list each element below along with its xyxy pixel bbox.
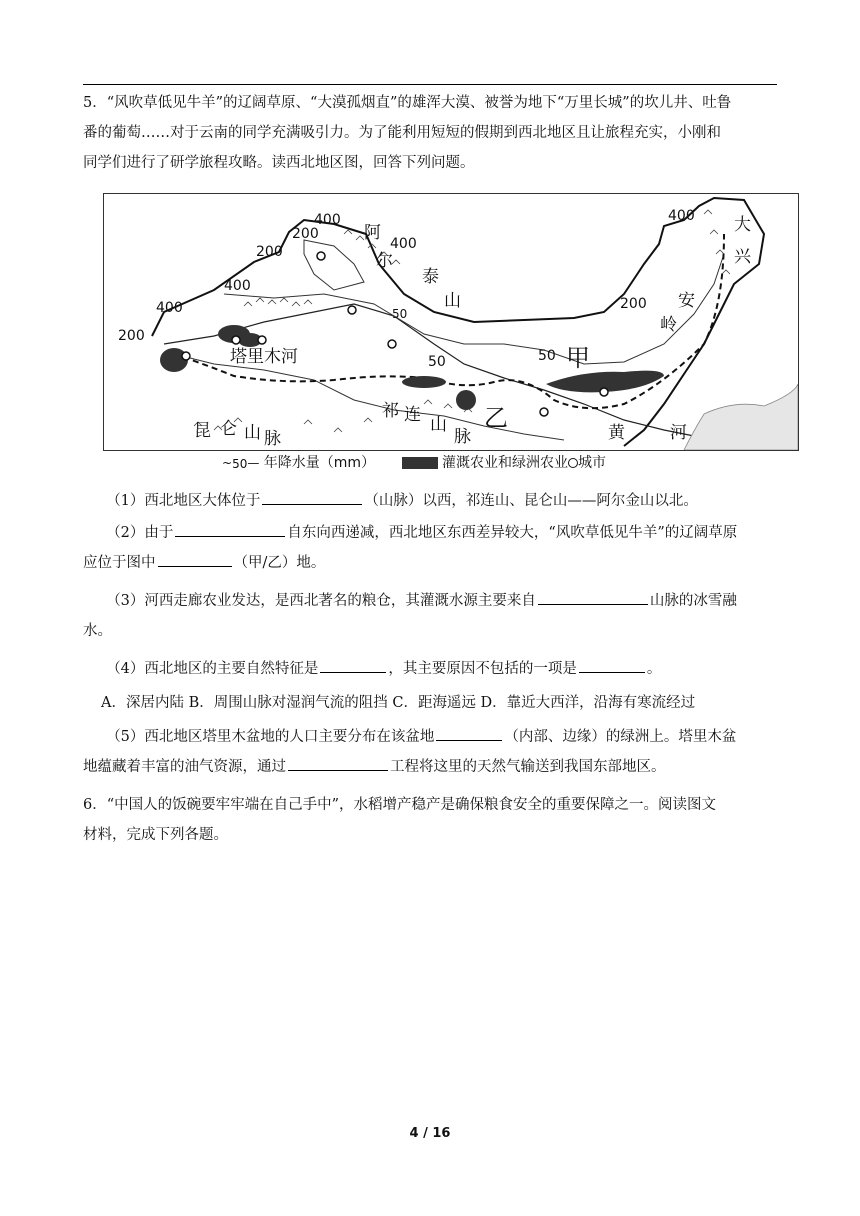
contour-50-c: 50 <box>538 348 556 364</box>
qilian-char-2: 连 <box>404 405 421 425</box>
huanghe-char-1: 黄 <box>608 423 625 443</box>
contour-200-a: 200 <box>292 226 319 242</box>
contour-200-c: 200 <box>118 328 145 344</box>
answer-blank-2b[interactable] <box>158 551 232 567</box>
sub-question-2: （2）由于 自东向西递减，西北地区东西差异较大，“风吹草低见牛羊”的辽阔草原 应位于图中 （甲/乙）地。 <box>83 518 777 578</box>
answer-blank-4a[interactable] <box>320 657 386 673</box>
legend-city-marker <box>568 458 578 468</box>
altai-char-2: 尔 <box>376 251 393 271</box>
daxinganling-char-1: 大 <box>734 215 751 235</box>
header-rule <box>83 84 777 85</box>
q6-line-1: 6．“中国人的饭碗要牢牢端在自己手中”，水稻增产稳产是确保粮食安全的重要保障之一。阅读图文 <box>83 797 717 813</box>
answer-blank-2a[interactable] <box>175 521 285 537</box>
intro-line-2: 番的葡萄……对于云南的同学充满吸引力。为了能利用短短的假期到西北地区且让旅程充实，小刚和 <box>83 125 721 141</box>
kunlun-char-3: 山 <box>244 423 261 443</box>
kunlun-char-4: 脉 <box>264 429 281 449</box>
tarim-river-label: 塔里木河 <box>230 347 298 367</box>
huanghe-char-2: 河 <box>670 423 687 443</box>
kunlun-char-2: 仑 <box>220 419 237 439</box>
sub-question-5: （5）西北地区塔里木盆地的人口主要分布在该盆地 （内部、边缘）的绿洲上。塔里木盆 地蕴藏着丰富的油气资源，通过 工程将这里的天然气输送到我国东部地区。 <box>83 722 777 782</box>
contour-200-d: 200 <box>620 296 647 312</box>
legend-irrigation-swatch <box>402 457 438 469</box>
altai-char-3: 泰 <box>422 267 439 287</box>
isohyet-2 <box>304 240 364 290</box>
legend-isohyet-label: 年降水量（mm） <box>263 455 376 472</box>
bohai-sea <box>684 384 798 450</box>
legend-city-label: 城市 <box>577 455 606 472</box>
legend-irrigation-label: 灌溉农业和绿洲农业 <box>441 455 568 472</box>
intro-line-3: 同学们进行了研学旅程攻略。读西北地区图，回答下列问题。 <box>83 155 475 171</box>
altai-char-1: 阿 <box>364 223 381 243</box>
intro-line-1: 5．“风吹草低见牛羊”的辽阔草原、“大漠孤烟直”的雄浑大漠、被誉为地下“万里长城”的坎儿井、吐鲁 <box>83 95 732 111</box>
contour-50-b: 50 <box>428 354 446 370</box>
answer-blank-3[interactable] <box>538 589 648 605</box>
answer-blank-5b[interactable] <box>288 755 388 771</box>
contour-400-a: 400 <box>314 212 341 228</box>
q6-line-2: 材料，完成下列各题。 <box>83 827 228 843</box>
kunlun-char-1: 昆 <box>194 421 211 441</box>
answer-blank-5a[interactable] <box>436 725 502 741</box>
region-jia-label: 甲 <box>566 344 590 372</box>
question-5-intro <box>83 88 777 178</box>
answer-blank-4b[interactable] <box>579 657 645 673</box>
sub-question-1: （1）西北地区大体位于 （山脉）以西，祁连山、昆仑山——阿尔金山以北。 <box>83 486 777 516</box>
isohyet-1 <box>224 254 724 364</box>
question-6-intro <box>83 790 777 850</box>
contour-400-e: 400 <box>668 208 695 224</box>
qilian-char-1: 祁 <box>382 401 399 421</box>
northwest-china-map <box>103 193 799 451</box>
altai-char-4: 山 <box>444 291 461 311</box>
sub-question-4-options: A．深居内陆 B．周围山脉对湿润气流的阻挡 C．距海遥远 D．靠近大西洋，沿海有寒流经过 <box>101 695 696 711</box>
map-legend <box>222 452 682 475</box>
region-yi-label: 乙 <box>484 404 508 432</box>
page-number: 4 / 16 <box>409 1126 451 1141</box>
sub-question-4: （4）西北地区的主要自然特征是 ，其主要原因不包括的一项是 。 <box>83 654 777 684</box>
contour-400-b: 400 <box>224 278 251 294</box>
contour-400-d: 400 <box>390 236 417 252</box>
daxinganling-char-3: 安 <box>678 291 695 311</box>
daxinganling-char-4: 岭 <box>660 315 677 335</box>
qilian-char-4: 脉 <box>454 427 471 447</box>
sub-question-3: （3）河西走廊农业发达，是西北著名的粮仓，其灌溉水源主要来自 山脉的冰雪融 水。 <box>83 586 777 646</box>
qilian-char-3: 山 <box>430 415 447 435</box>
daxinganling-char-2: 兴 <box>734 247 751 267</box>
answer-blank-1[interactable] <box>262 489 362 505</box>
contour-400-c: 400 <box>156 300 183 316</box>
legend-isohyet-sample: ~50— <box>222 456 260 471</box>
contour-200-b: 200 <box>256 244 283 260</box>
contour-50-a: 50 <box>392 307 408 321</box>
